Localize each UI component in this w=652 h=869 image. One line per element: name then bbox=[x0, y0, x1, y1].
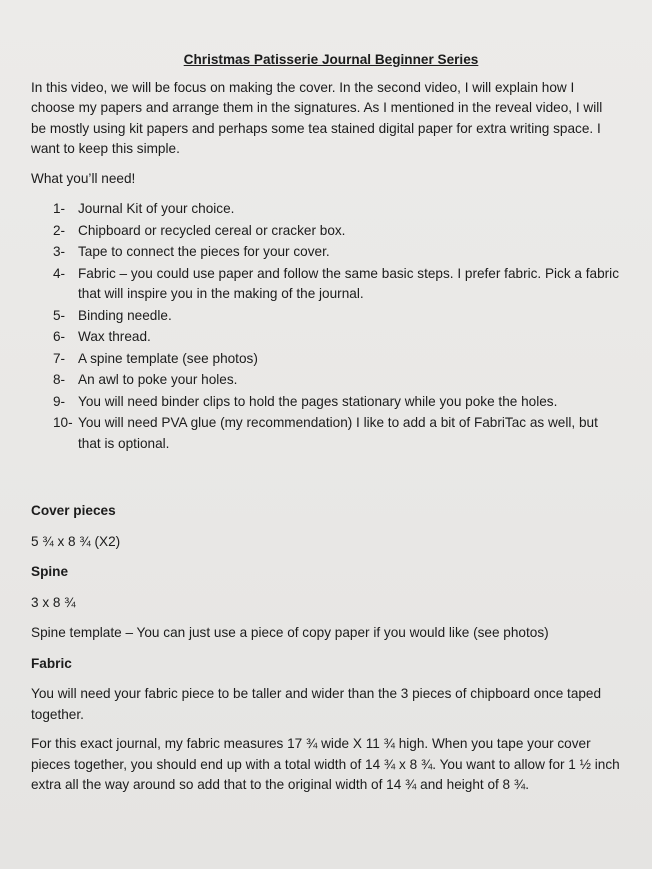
list-item: 2- Chipboard or recycled cereal or cracker box. bbox=[53, 222, 346, 238]
list-item: 9- You will need binder clips to hold the pages stationary while you poke the holes. bbox=[53, 393, 558, 409]
spine-template-note: Spine template – You can just use a piece of copy paper if you would like (see photos) bbox=[31, 625, 549, 640]
list-item: 10- You will need PVA glue (my recommendation) I like to add a bit of FabriTac as well, but that is optional. bbox=[53, 415, 598, 451]
list-item: 4- Fabric – you could use paper and follow the same basic steps. I prefer fabric. Pick a fabric that will inspire you in the making of the journal. bbox=[53, 265, 619, 301]
list-item: 6- Wax thread. bbox=[53, 329, 151, 344]
list-item: 7- A spine template (see photos) bbox=[53, 350, 258, 366]
supply-list bbox=[31, 199, 621, 454]
cover-dimensions: 5 ¾ x 8 ¾ (X2) bbox=[31, 533, 121, 549]
list-item: 5- Binding needle. bbox=[53, 307, 172, 323]
list-item: 8- An awl to poke your holes. bbox=[53, 372, 238, 387]
spine-heading: Spine bbox=[31, 564, 69, 579]
needs-heading: What you’ll need! bbox=[31, 170, 136, 186]
spine-dimensions: 3 x 8 ¾ bbox=[31, 594, 76, 610]
cover-pieces-heading: Cover pieces bbox=[31, 503, 116, 518]
fabric-heading: Fabric bbox=[31, 655, 72, 671]
list-item: 1- Journal Kit of your choice. bbox=[53, 201, 235, 216]
document-title: Christmas Patisserie Journal Beginner Series bbox=[183, 52, 479, 67]
fabric-paragraph-2: For this exact journal, my fabric measures 17 ¾ wide X 11 ¾ high. When you tape your cover pieces together, you should end up with a total width of 14 ¾ x 8 ¾. You want to allow for 1 ½ inch extra all the way around so add that to the original width of 14 ¾ and height of 8 ¾. bbox=[31, 736, 620, 792]
document-page bbox=[31, 50, 621, 805]
list-item: 3- Tape to connect the pieces for your cover. bbox=[53, 244, 330, 259]
intro-paragraph: In this video, we will be focus on making the cover. In the second video, I will explain how I choose my papers and arrange them in the signatures. As I mentioned in the reveal video, I will be mostly using kit papers and perhaps some tea stained digital paper for extra writing space. I want to keep this simple. bbox=[31, 79, 603, 156]
fabric-paragraph-1: You will need your fabric piece to be taller and wider than the 3 pieces of chipboard once taped together. bbox=[31, 686, 602, 722]
